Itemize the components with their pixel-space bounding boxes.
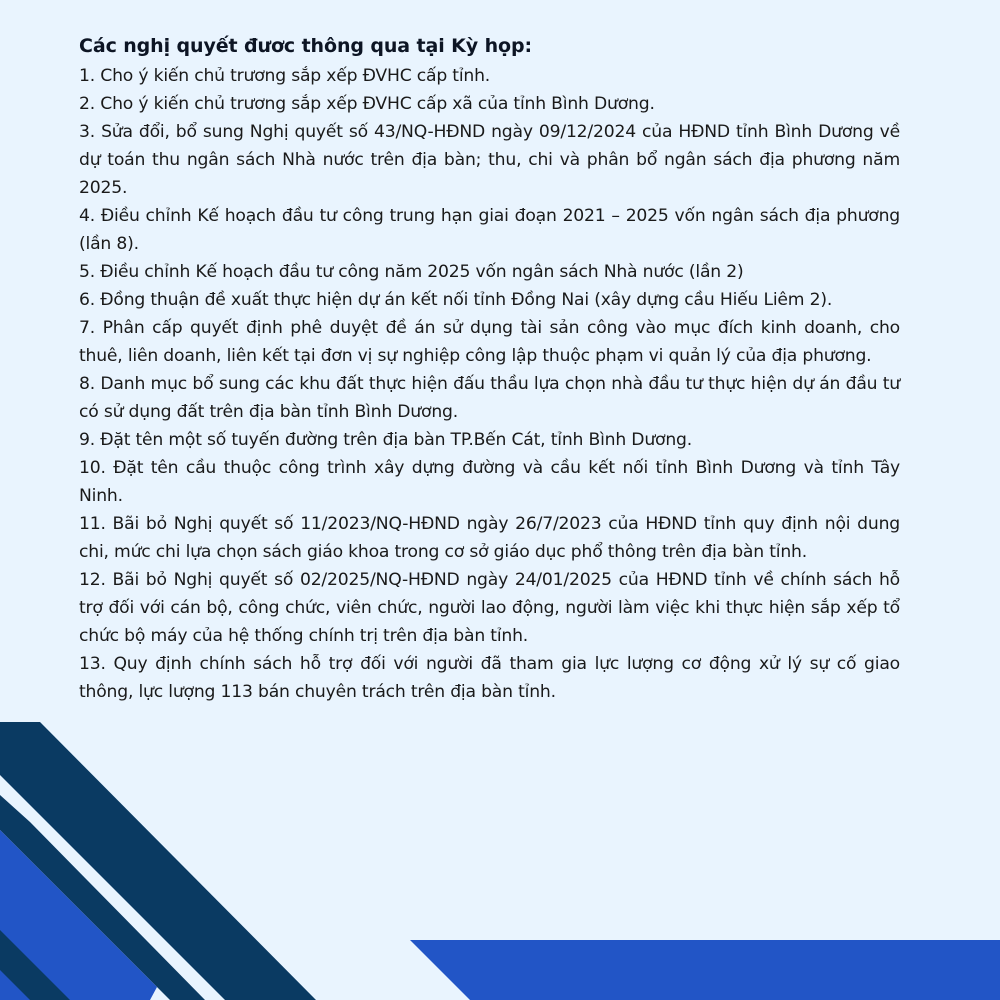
section-heading: Các nghị quyết đươc thông qua tại Kỳ họp: bbox=[79, 35, 532, 57]
navy-stripe-bottom bbox=[0, 930, 70, 1000]
blue-block-right bbox=[410, 940, 1000, 1000]
list-item: 3. Sửa đổi, bổ sung Nghị quyết số 43/NQ-HĐND ngày 09/12/2024 của HĐND tỉnh Bình Dương về dự toán thu ngân sách Nhà nước trên địa bàn; thu, chi và phân bổ ngân sách địa phương năm 2025. bbox=[79, 122, 900, 198]
list-item: 10. Đặt tên cầu thuộc công trình xây dựng đường và cầu kết nối tỉnh Bình Dương và tỉnh Tây Ninh. bbox=[79, 458, 900, 506]
list-item: 8. Danh mục bổ sung các khu đất thực hiện đấu thầu lựa chọn nhà đầu tư thực hiện dự án đầu tư có sử dụng đất trên địa bàn tỉnh Bình Dương. bbox=[79, 374, 900, 422]
navy-stripe-upper bbox=[0, 722, 316, 1000]
navy-stripe-lower bbox=[0, 795, 205, 1000]
list-item: 13. Quy định chính sách hỗ trợ đối với người đã tham gia lực lượng cơ động xử lý sự cố giao thông, lực lượng 113 bán chuyên trách trên địa bàn tỉnh. bbox=[79, 654, 900, 702]
resolutions-section bbox=[79, 32, 900, 706]
list-item: 7. Phân cấp quyết định phê duyệt đề án sử dụng tài sản công vào mục đích kinh doanh, cho thuê, liên doanh, liên kết tại đơn vị sự nghiệp công lập thuộc phạm vi quản lý của địa phương. bbox=[79, 318, 900, 366]
list-item: 6. Đồng thuận đề xuất thực hiện dự án kết nối tỉnh Đồng Nai (xây dựng cầu Hiếu Liêm 2). bbox=[79, 290, 833, 310]
list-item: 1. Cho ý kiến chủ trương sắp xếp ĐVHC cấp tỉnh. bbox=[79, 66, 491, 86]
resolutions-list bbox=[79, 62, 900, 706]
list-item: 2. Cho ý kiến chủ trương sắp xếp ĐVHC cấp xã của tỉnh Bình Dương. bbox=[79, 94, 655, 114]
list-item: 9. Đặt tên một số tuyến đường trên địa bàn TP.Bến Cát, tỉnh Bình Dương. bbox=[79, 430, 692, 450]
blue-stripe-left bbox=[0, 830, 45, 1000]
list-item: 4. Điều chỉnh Kế hoạch đầu tư công trung hạn giai đoạn 2021 – 2025 vốn ngân sách địa phương (lần 8). bbox=[79, 206, 900, 254]
list-item: 5. Điều chỉnh Kế hoạch đầu tư công năm 2025 vốn ngân sách Nhà nước (lần 2) bbox=[79, 262, 744, 282]
blue-band-left bbox=[0, 830, 157, 1000]
list-item: 12. Bãi bỏ Nghị quyết số 02/2025/NQ-HĐND ngày 24/01/2025 của HĐND tỉnh về chính sách hỗ trợ đối với cán bộ, công chức, viên chức, người lao động, người làm việc khi thực hiện sắp xếp tổ chức bộ máy của hệ thống chính trị trên địa bàn tỉnh. bbox=[79, 570, 900, 646]
list-item: 11. Bãi bỏ Nghị quyết số 11/2023/NQ-HĐND ngày 26/7/2023 của HĐND tỉnh quy định nội dung chi, mức chi lựa chọn sách giáo khoa trong cơ sở giáo dục phổ thông trên địa bàn tỉnh. bbox=[79, 514, 900, 562]
